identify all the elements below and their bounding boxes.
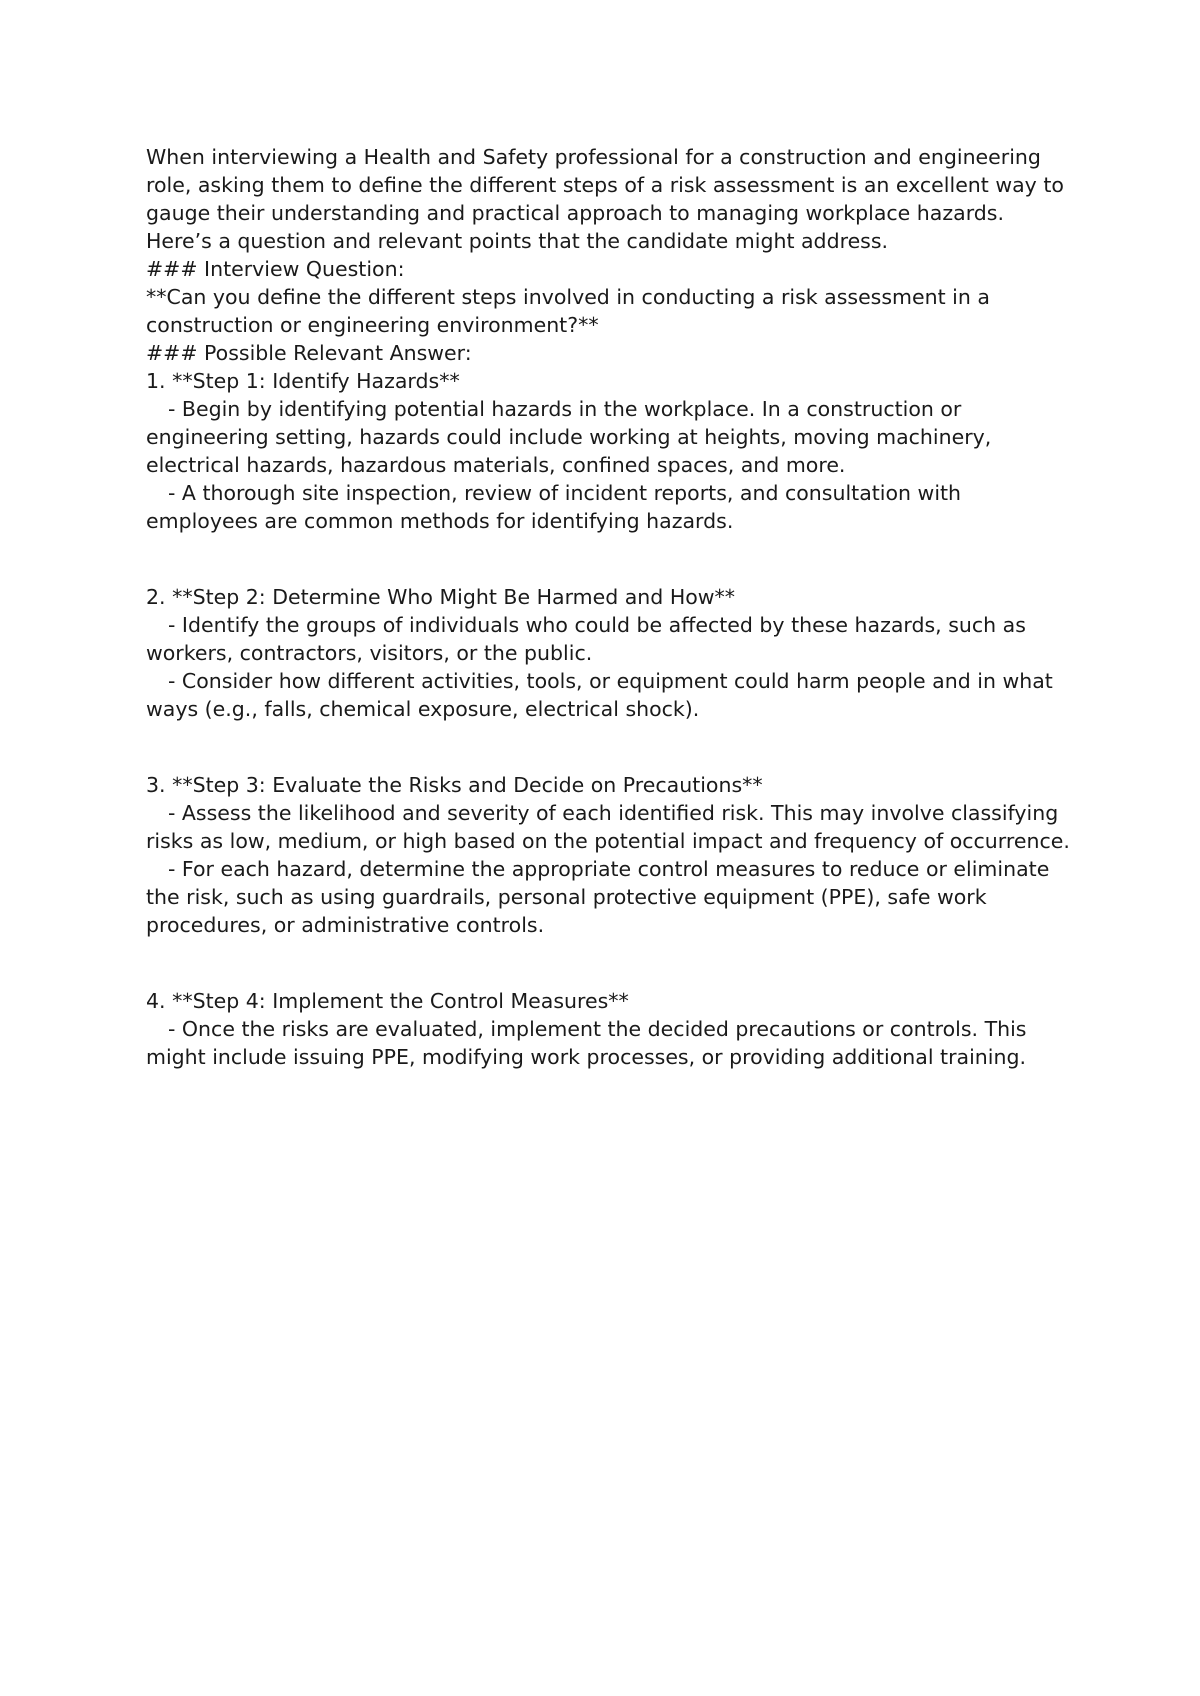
step-title: 2. **Step 2: Determine Who Might Be Harmed and How**	[146, 585, 736, 609]
step-3	[146, 771, 1076, 939]
step-bullet: - Consider how different activities, tools, or equipment could harm people and in what ways (e.g., falls, chemical exposure, electrical shock).	[146, 669, 1053, 721]
step-title: 3. **Step 3: Evaluate the Risks and Decide on Precautions**	[146, 773, 763, 797]
step-2	[146, 583, 1076, 723]
question-heading: ### Interview Question:	[146, 257, 405, 281]
step-bullet: - Assess the likelihood and severity of each identified risk. This may involve classifying risks as low, medium, or high based on the potential impact and frequency of occurrence.	[146, 801, 1070, 853]
step-bullet: - A thorough site inspection, review of incident reports, and consultation with employees are common methods for identifying hazards.	[146, 481, 962, 533]
answer-heading: ### Possible Relevant Answer:	[146, 341, 472, 365]
step-title: 4. **Step 4: Implement the Control Measures**	[146, 989, 629, 1013]
step-bullet: - For each hazard, determine the appropriate control measures to reduce or eliminate the risk, such as using guardrails, personal protective equipment (PPE), safe work procedures, or administrative controls.	[146, 857, 1050, 937]
document-body	[146, 143, 1076, 1119]
step-1	[146, 367, 1076, 535]
step-bullet: - Begin by identifying potential hazards in the workplace. In a construction or engineering setting, hazards could include working at heights, moving machinery, electrical hazards, hazardous materials, confined spaces, and more.	[146, 397, 992, 477]
step-4	[146, 987, 1076, 1071]
step-bullet: - Once the risks are evaluated, implement the decided precautions or controls. This might include issuing PPE, modifying work processes, or providing additional training.	[146, 1017, 1027, 1069]
interview-question: **Can you define the different steps involved in conducting a risk assessment in a construction or engineering environment?**	[146, 285, 990, 337]
step-title: 1. **Step 1: Identify Hazards**	[146, 369, 460, 393]
intro-paragraph: When interviewing a Health and Safety professional for a construction and engineering role, asking them to define the different steps of a risk assessment is an excellent way to gauge their understanding and practical approach to managing workplace hazards. Here’s a question and relevant points that the candidate might address.	[146, 145, 1064, 253]
step-bullet: - Identify the groups of individuals who could be affected by these hazards, such as workers, contractors, visitors, or the public.	[146, 613, 1026, 665]
